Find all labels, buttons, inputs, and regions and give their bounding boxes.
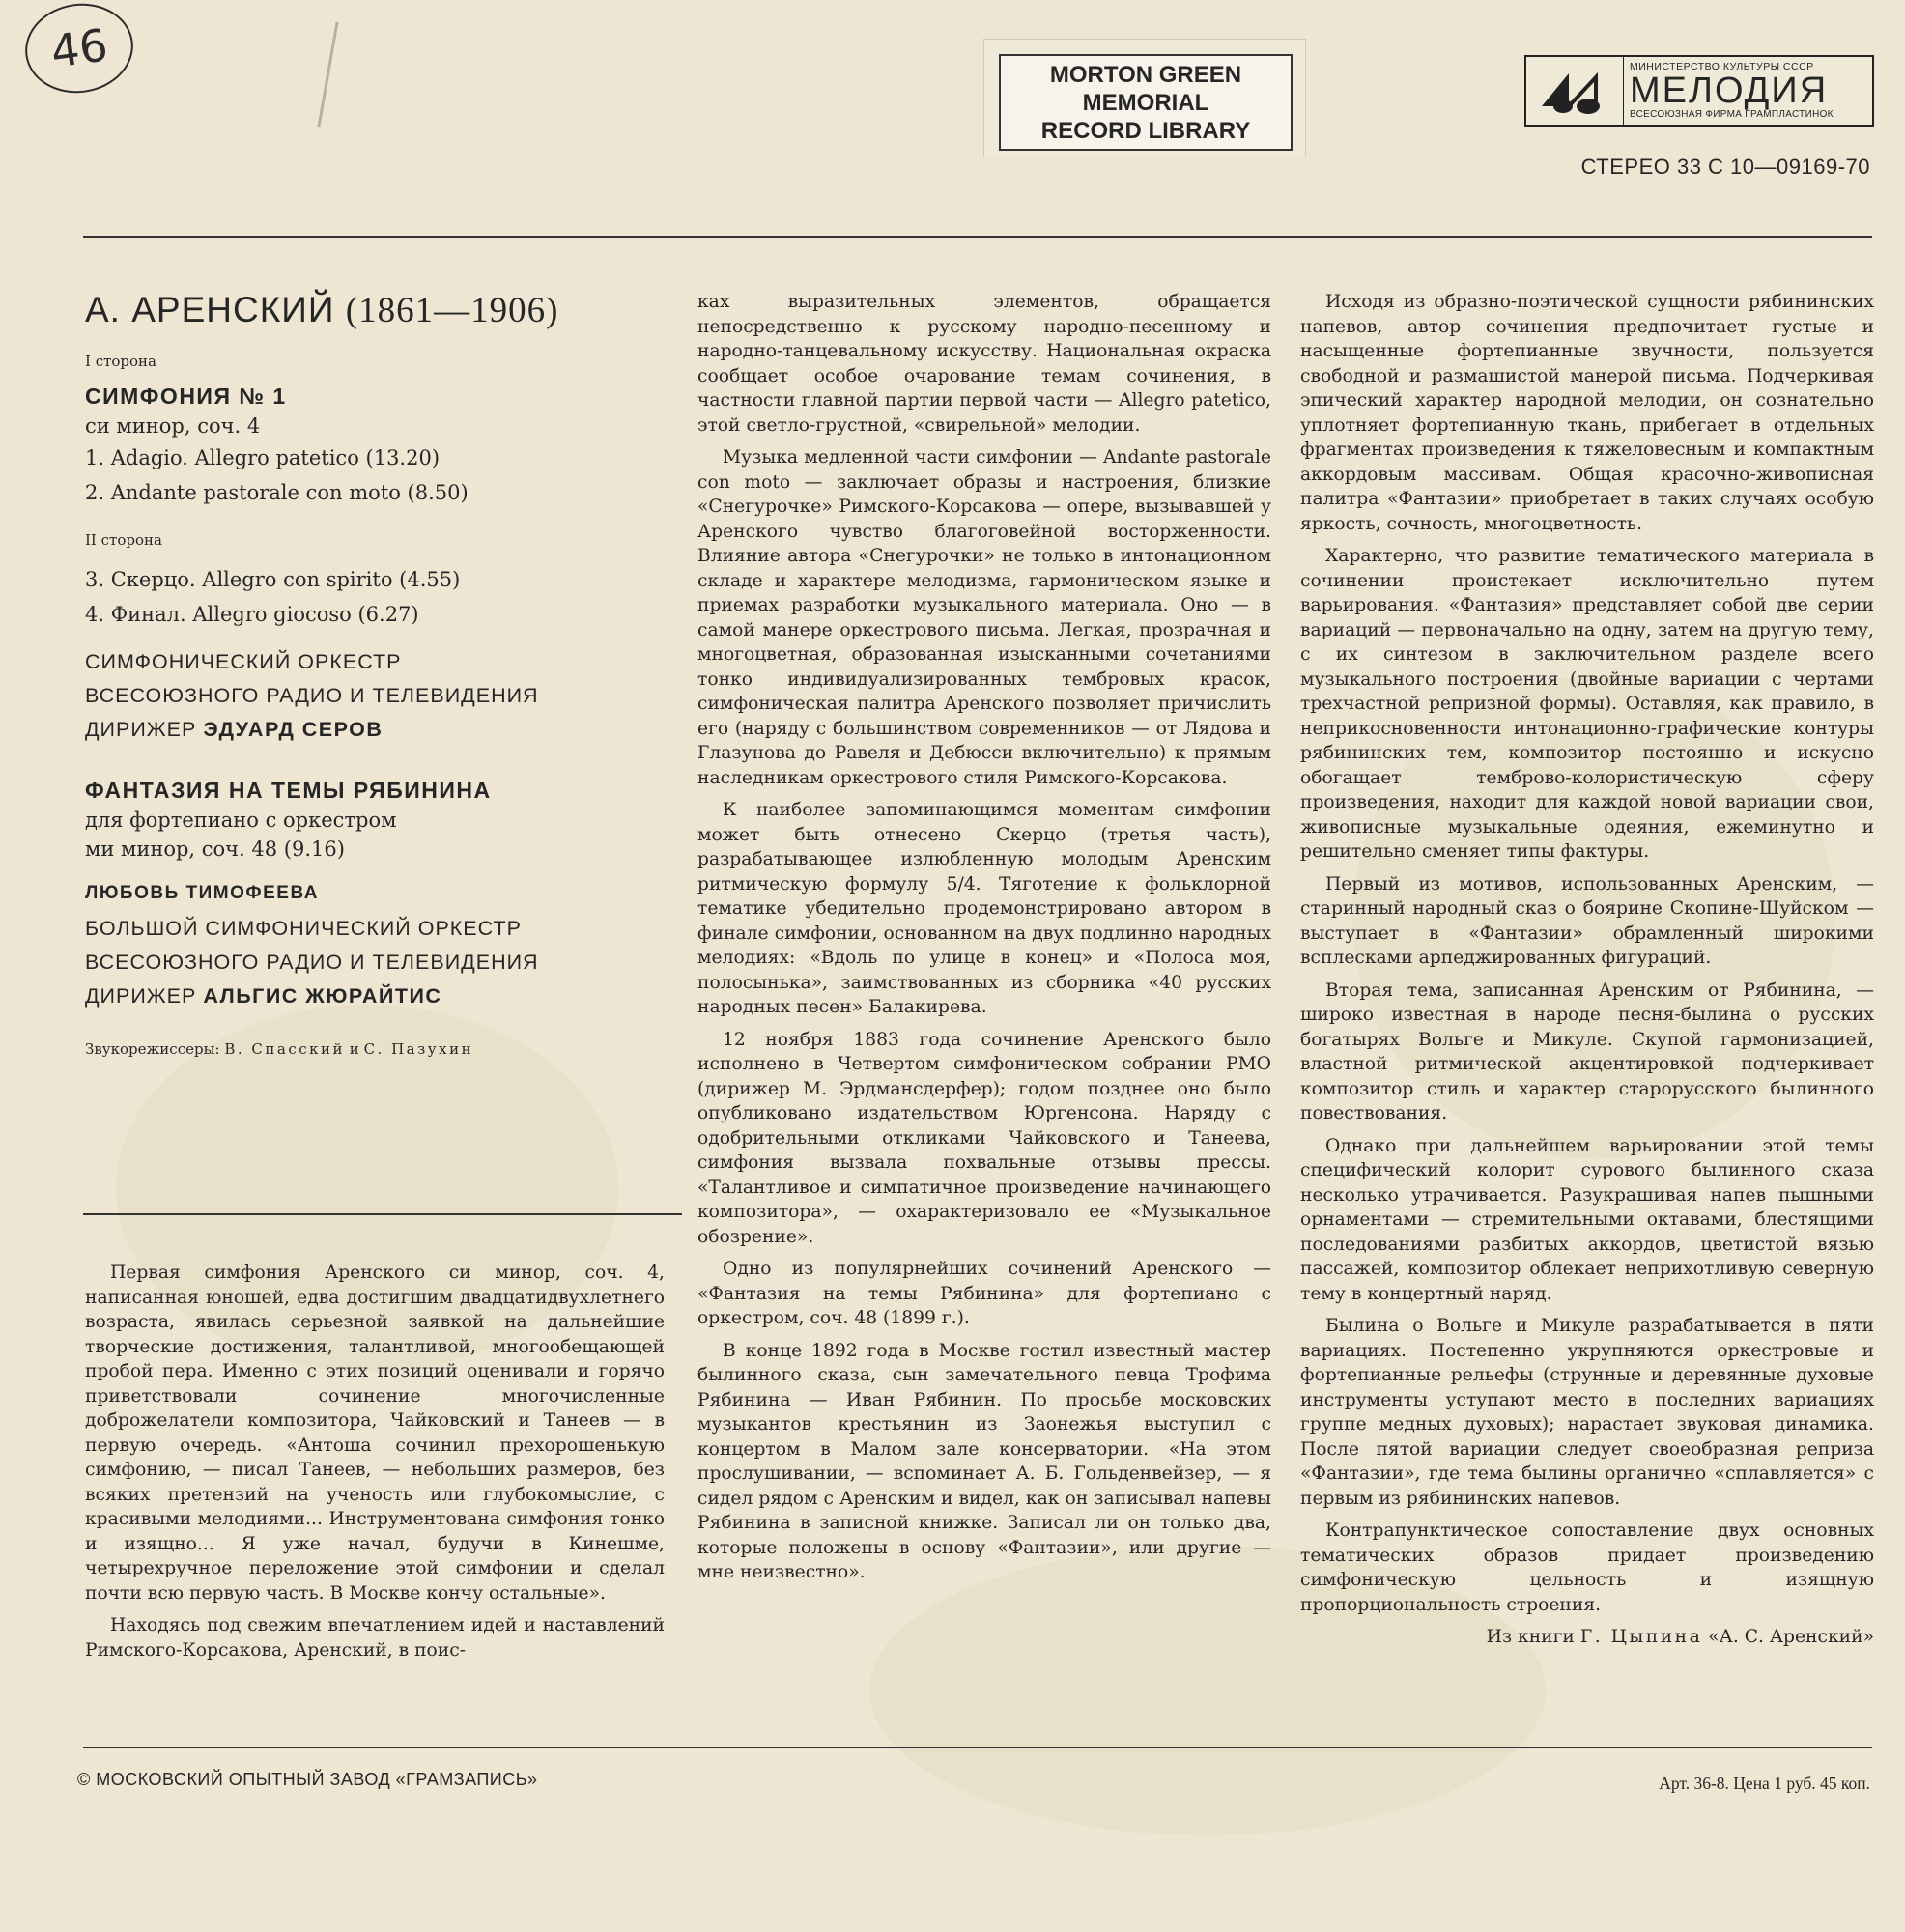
engineers-prefix: Звукорежиссеры: bbox=[85, 1040, 220, 1058]
track-2: 2. Andante pastorale con moto (8.50) bbox=[85, 481, 469, 504]
source-title: «А. С. Аренский» bbox=[1708, 1627, 1874, 1647]
label-name: МЕЛОДИЯ bbox=[1630, 71, 1829, 111]
conductor-name: ЭДУАРД СЕРОВ bbox=[203, 718, 384, 741]
notes-paragraph: Былина о Вольге и Микуле разрабатывается в пяти вариациях. Постепенно укрупняются оркестровые и фортепианные рельефы (струнные и деревянные духовые инструменты уступают место в последних вариациях группе медных духовых); нарастает звуковая динамика. После пятой вариации следует своеобразная реприза «Фантазии», где тема былины органично «сплавляется» с первым из рябининских напевов. bbox=[1300, 1316, 1874, 1509]
pencil-mark bbox=[317, 22, 338, 128]
notes-paragraph: ках выразительных элементов, обращается непосредственно к русскому народно-песенному и народно-танцевальному искусству. Национальная окраска сообщает особое очарование темам сочинения, в частности главной партии первой части — Allegro patetico, этой светло-грустной, «свирельной» мелодии. bbox=[697, 292, 1271, 436]
conductor-prefix: ДИРИЖЕР bbox=[85, 984, 197, 1008]
conductor-1 bbox=[85, 713, 684, 747]
soloist-name: ЛЮБОВЬ ТИМОФЕЕВА bbox=[85, 883, 319, 903]
liner-notes-column-3 bbox=[1300, 290, 1874, 1658]
composer-title bbox=[85, 290, 684, 331]
engineer-2: С. Пазухин bbox=[363, 1040, 474, 1058]
track-listing bbox=[85, 290, 684, 1058]
top-divider bbox=[83, 236, 1872, 238]
engineer-1: В. Спасский bbox=[224, 1040, 346, 1058]
source-prefix: Из книги bbox=[1486, 1627, 1575, 1647]
notes-paragraph: Исходя из образно-поэтической сущности рябининских напевов, автор сочинения предпочитает густые и насыщенные фортепианные звучности, пользуется свободной и размашистой манерой письма. Подчеркивая эпический характер народной мелодии, он сознательно уплотняет фортепианную ткань, прибегает в отдельных фрагментах произведения к тяжеловесным и компактным аккордовым массивам. Общая красочно-живописная палитра «Фантазии» приобретает в таких случаях особую яркость, сочность, многоцветность. bbox=[1300, 292, 1874, 534]
fantasy-title: ФАНТАЗИЯ НА ТЕМЫ РЯБИНИНА bbox=[85, 778, 492, 803]
notes-paragraph: 12 ноября 1883 года сочинение Аренского было исполнено в Четвертом симфоническом собрании РМО (дирижер М. Эрдмансдерфер); годом позднее оно было опубликовано издательством Юргенсона. Наряду с одобрительными откликами Чайковского и Танеева, симфония вызвала похвальные отзывы прессы. «Талантливое и симпатичное произведение начинающего композитора», — охарактеризовало ее «Музыкальное обозрение». bbox=[697, 1029, 1271, 1247]
library-line-3: RECORD LIBRARY bbox=[1040, 117, 1251, 144]
orchestra-1-line-2: ВСЕСОЮЗНОГО РАДИО И ТЕЛЕВИДЕНИЯ bbox=[85, 684, 539, 707]
catalog-number: СТЕРЕО 33 С 10—09169-70 bbox=[1580, 155, 1870, 179]
left-divider bbox=[83, 1213, 682, 1215]
bottom-divider bbox=[83, 1747, 1872, 1748]
source-author: Г. Цыпина bbox=[1579, 1627, 1703, 1647]
notes-paragraph: Одно из популярнейших сочинений Аренского — «Фантазия на темы Рябинина» для фортепиано с оркестром, соч. 48 (1899 г.). bbox=[697, 1259, 1271, 1328]
track-1: 1. Adagio. Allegro patetico (13.20) bbox=[85, 446, 441, 469]
symphony-title: СИМФОНИЯ № 1 bbox=[85, 384, 287, 409]
composer-years: (1861—1906) bbox=[345, 291, 559, 330]
track-3: 3. Скерцо. Allegro con spirito (4.55) bbox=[85, 568, 461, 591]
notes-paragraph: Однако при дальнейшем варьировании этой темы специфический колорит сурового былинного сказа несколько утрачивается. Разукрашивая напев пышными орнаментами — стремительными октавами, блестящими последованиями разбитых аккордов, цветистой вязью пассажей, композитор облекает неприхотливую северную тему в концертный наряд. bbox=[1300, 1135, 1874, 1304]
side-1-label: I сторона bbox=[85, 353, 156, 370]
orchestra-1-line-1: СИМФОНИЧЕСКИЙ ОРКЕСТР bbox=[85, 650, 402, 673]
notes-source bbox=[1300, 1625, 1874, 1650]
liner-notes-column-1 bbox=[85, 1261, 665, 1670]
notes-paragraph: К наиболее запоминающимся моментам симфонии может быть отнесено Скерцо (третья часть), разрабатывающее излюбленную молодым Аренским ритмическую формулу 5/4. Тяготение к фольклорной тематике убедительно продемонстрировано автором в финале симфонии, основанном на двух подлинно народных мелодиях: «Вдоль по улице в конец» и «Полоса моя, полосынька», заимствованных из сборника «40 русских народных песен» Балакирева. bbox=[697, 800, 1271, 1017]
notes-paragraph: Контрапунктическое сопоставление двух основных тематических образов придает произведению симфоническую цельность и изящную пропорциональность строения. bbox=[1300, 1520, 1874, 1615]
price-text: Арт. 36-8. Цена 1 руб. 45 коп. bbox=[1659, 1774, 1870, 1793]
fantasy-key: ми минор, соч. 48 (9.16) bbox=[85, 838, 345, 861]
fantasy-instrumentation: для фортепиано с оркестром bbox=[85, 809, 397, 832]
composer-name: А. АРЕНСКИЙ bbox=[85, 290, 335, 329]
engineers-and: и bbox=[349, 1040, 359, 1058]
melodiya-emblem-icon bbox=[1526, 57, 1624, 125]
melodiya-logo bbox=[1524, 55, 1874, 127]
notes-paragraph: Характерно, что развитие тематического материала в сочинении проистекает исключительно путем варьирования. «Фантазия» представляет собой две серии вариаций — первоначально на одну, затем на другую тему, с их синтезом в заключительном разделе всего музыкального построения (двойные вариации с чертами трехчастной репризной формы). Оставляя, как правило, в неприкосновенности интонационно-графические контуры рябининских тем, композитор постоянно и искусно обогащает темброво-колористическую сферу произведения, находит для каждой новой вариации свои, живописные музыкальные одеяния, ежеминутно и решительно сменяет типы фактуры. bbox=[1300, 546, 1874, 862]
sound-engineers bbox=[85, 1040, 684, 1058]
conductor-name: АЛЬГИС ЖЮРАЙТИС bbox=[203, 984, 442, 1008]
conductor-prefix: ДИРИЖЕР bbox=[85, 718, 197, 741]
copyright-text: © МОСКОВСКИЙ ОПЫТНЫЙ ЗАВОД «ГРАМЗАПИСЬ» bbox=[77, 1770, 538, 1789]
library-sticker bbox=[999, 54, 1293, 151]
orchestra-2-line-2: ВСЕСОЮЗНОГО РАДИО И ТЕЛЕВИДЕНИЯ bbox=[85, 951, 539, 974]
notes-paragraph: Находясь под свежим впечатлением идей и наставлений Римского-Корсакова, Аренский, в поис- bbox=[85, 1615, 665, 1661]
notes-paragraph: Вторая тема, записанная Аренским от Рябинина, — широко известная в народе песня-былина о русских богатырях Вольге и Микуле. Скупой гармонизацией, властной ритмической акцентировкой подчеркивает композитор стиль и характер старорусского былинного повествования. bbox=[1300, 980, 1874, 1123]
notes-paragraph: Музыка медленной части симфонии — Andante pastorale con moto — заключает образы и настроения, близкие «Снегурочке» Римского-Корсакова — опере, вызывавшей у Аренского чувство благоговейной восторженности. Влияние автора «Снегурочки» не только в интонационном складе и характере мелодизма, гармоническом языке и приемах разработки музыкального материала. Оно — в самой манере оркестрового письма. Легкая, прозрачная и многоцветная, образованная изысканными сочетаниями тонко индивидуализированных тембровых красок, симфоническая палитра Аренского позволяет причислить его (наряду с большинством современников — от Лядова и Глазунова до Равеля и Дебюсси включительно) к прямым наследникам оркестрового стиля Римского-Корсакова. bbox=[697, 447, 1271, 788]
track-4: 4. Финал. Allegro giocoso (6.27) bbox=[85, 603, 419, 626]
library-line-2: MEMORIAL bbox=[1082, 89, 1209, 116]
notes-paragraph: Первая симфония Аренского си минор, соч. 4, написанная юношей, едва достигшим двадцатидвухлетнего возраста, явилась серьезной заявкой на дальнейшие творческие достижения, талантливой, многообещающей пробой пера. Именно с этих позиций оценивали и горячо приветствовали сочинение многочисленные доброжелатели композитора, Чайковский и Танеев — в первую очередь. «Антоша сочинил прехорошенькую симфонию, — писал Танеев, — небольших размеров, без всяких претензий на ученость или глубокомыслие, с красивыми мелодиями... Инструментована симфония тонко и изящно... Я уже начал, будучи в Кинешме, четырехручное переложение этой симфонии и сделал почти всю первую часть. В Москве кончу остальные». bbox=[85, 1263, 665, 1604]
symphony-key: си минор, соч. 4 bbox=[85, 414, 261, 438]
handwritten-catalog-number: 46 bbox=[19, 0, 139, 99]
firm-text: ВСЕСОЮЗНАЯ ФИРМА ГРАМПЛАСТИНОК bbox=[1630, 109, 1834, 120]
liner-notes-column-2 bbox=[697, 290, 1271, 1593]
side-2-label: II сторона bbox=[85, 531, 162, 549]
notes-paragraph: Первый из мотивов, использованных Аренским, — старинный народный сказ о боярине Скопине-Шуйском — выступает в «Фантазии» обрамленный широкими всплесками арпеджированных фигураций. bbox=[1300, 873, 1874, 968]
conductor-2 bbox=[85, 980, 684, 1013]
ministry-text: МИНИСТЕРСТВО КУЛЬТУРЫ СССР bbox=[1630, 61, 1814, 72]
orchestra-2-line-1: БОЛЬШОЙ СИМФОНИЧЕСКИЙ ОРКЕСТР bbox=[85, 917, 522, 940]
library-line-1: MORTON GREEN bbox=[1049, 61, 1242, 88]
notes-paragraph: В конце 1892 года в Москве гостил известный мастер былинного сказа, сын замечательного певца Трофима Рябинина — Иван Рябинин. По просьбе московских музыкантов крестьянин из Заонежья выступил с концертом в Малом зале консерватории. «На этом прослушивании, — вспоминает А. Б. Гольденвейзер, — я сидел рядом с Аренским и видел, как он записывал напевы Рябинина в записной книжке. Записал ли он только два, которые положены в основу «Фантазии», или другие — мне неизвестно». bbox=[697, 1340, 1271, 1582]
